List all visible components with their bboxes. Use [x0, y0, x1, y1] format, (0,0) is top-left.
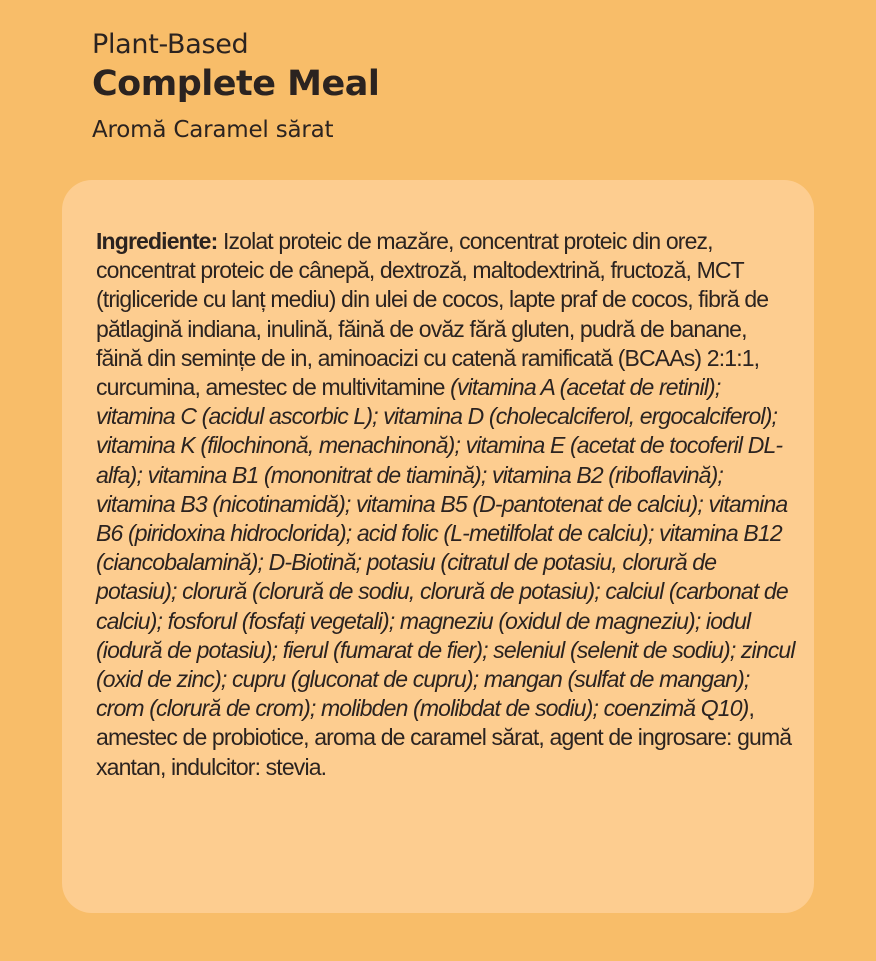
- ingredients-panel: [62, 180, 814, 913]
- ingredients-label: Ingrediente:: [96, 228, 218, 254]
- ingredients-outro: , amestec de probiotice, aroma de caramel sărat, agent de ingrosare: gumă xantan, indulcitor: stevia.: [96, 695, 792, 780]
- ingredients-intro: Izolat proteic de mazăre, concentrat proteic din orez, concentrat proteic de cânepă, dextroză, maltodextrină, fructoză, MCT (trigliceride cu lanț mediu) din ulei de cocos, lapte praf de cocos, fibră de pătlagină indiana, inulină, făină de ovăz fără gluten, pudră de banane, făină din semințe de in, aminoacizi cu catenă ramificată (BCAAs) 2:1:1, curcumina, amestec de multivitamine: [96, 228, 769, 401]
- ingredients-vitamins-minerals: (vitamina A (acetat de retinil); vitamina C (acidul ascorbic L); vitamina D (cholecalciferol, ergocalciferol); vitamina K (filochinonă, menachinonă); vitamina E (acetat de tocoferil DL-alfa); vitamina B1 (mononitrat de tiamină); vitamina B2 (riboflavină); vitamina B3 (nicotinamidă); vitamina B5 (D-pantotenat de calciu); vitamina B6 (piridoxina hidroclorida); acid folic (L-metilfolat de calciu); vitamina B12 (ciancobalamină); D-Biotină; potasiu (citratul de potasiu, clorură de potasiu); clorură (clorură de sodiu, clorură de potasiu); calciul (carbonat de calciu); fosforul (fosfați vegetali); magneziu (oxidul de magneziu); iodul (iodură de potasiu); fierul (fumarat de fier); seleniul (selenit de sodiu); zincul (oxid de zinc); cupru (gluconat de cupru); mangan (sulfat de mangan); crom (clorură de crom); molibden (molibdat de sodiu); coenzimă Q10): [96, 374, 795, 722]
- product-title: Complete Meal: [92, 64, 380, 104]
- ingredients-text: [96, 227, 796, 782]
- product-flavor: Aromă Caramel sărat: [92, 117, 334, 143]
- product-kicker: Plant-Based: [92, 29, 249, 60]
- product-header: [92, 28, 379, 145]
